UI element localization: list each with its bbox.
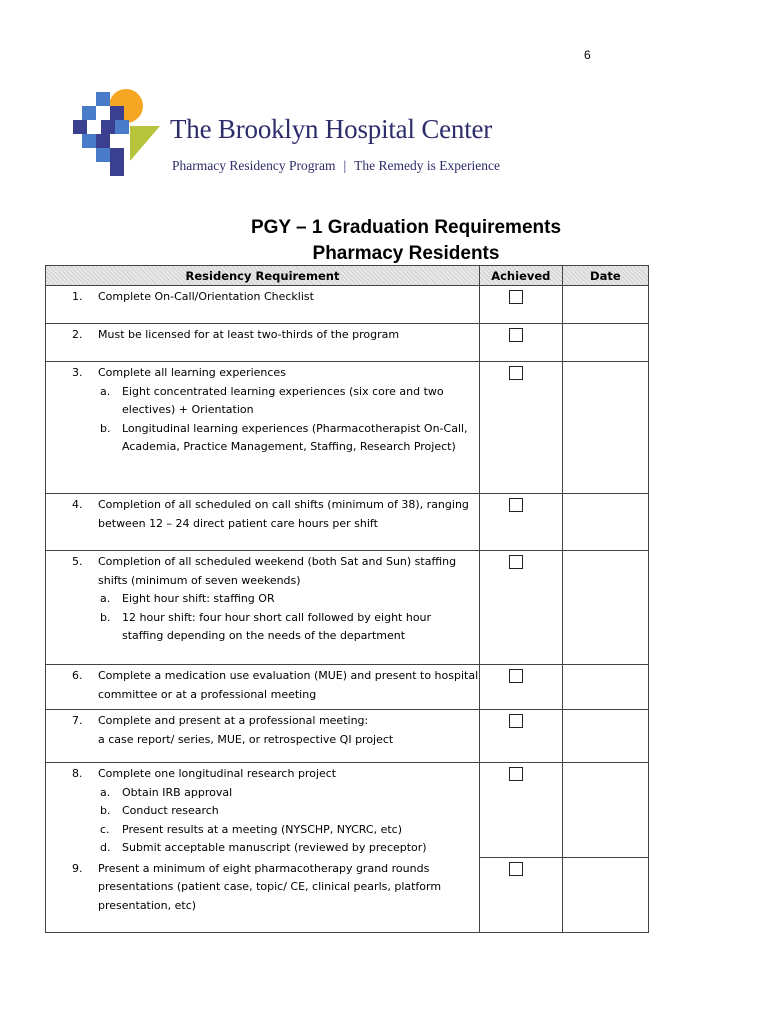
item-text: Complete all learning experiences (98, 366, 286, 379)
date-cell[interactable] (562, 362, 648, 494)
requirement-cell (46, 551, 480, 665)
achieved-cell (479, 858, 562, 933)
achieved-cell (479, 551, 562, 665)
achieved-cell (479, 710, 562, 763)
table-row (46, 286, 649, 324)
achieved-checkbox[interactable] (509, 767, 523, 781)
date-cell[interactable] (562, 324, 648, 362)
requirement-cell (46, 362, 480, 494)
achieved-cell (479, 494, 562, 551)
table-row (46, 665, 649, 710)
tagline-motto: The Remedy is Experience (354, 158, 500, 173)
sub-item-letter: a. (100, 785, 111, 799)
item-text: Complete On-Call/Orientation Checklist (98, 290, 314, 303)
header-date: Date (562, 266, 648, 286)
sub-item-letter: c. (100, 822, 110, 836)
item-number: 4. (72, 498, 83, 511)
table-row (46, 494, 649, 551)
item-number: 8. (72, 767, 83, 780)
achieved-cell (479, 362, 562, 494)
achieved-checkbox[interactable] (509, 328, 523, 342)
requirement-cell (46, 494, 480, 551)
requirement-cell (46, 665, 480, 710)
page-title: PGY – 1 Graduation Requirements (250, 217, 562, 238)
achieved-checkbox[interactable] (509, 555, 523, 569)
achieved-checkbox[interactable] (509, 862, 523, 876)
sub-item-text: Longitudinal learning experiences (Pharmacotherapist On-Call, Academia, Practice Management, Staffing, Research Project) (122, 421, 468, 453)
sub-item-text: Obtain IRB approval (122, 785, 233, 799)
item-text: Must be licensed for at least two-thirds of the program (98, 328, 400, 341)
sub-item-letter: b. (100, 610, 111, 624)
item-text: Complete one longitudinal research project (98, 767, 337, 780)
hospital-logo (70, 86, 510, 181)
sub-item-text: Eight hour shift: staffing OR (122, 592, 275, 605)
item-text: Complete a medication use evaluation (MUE) and present to hospital committee or at a professional meeting (98, 669, 479, 701)
sub-item-letter: d. (100, 841, 111, 854)
date-cell[interactable] (562, 710, 648, 763)
table-row (46, 710, 649, 763)
requirement-cell (46, 858, 480, 933)
tagline-separator: | (343, 158, 347, 173)
table-row (46, 362, 649, 494)
sub-item-text: 12 hour shift: four hour short call followed by eight hour staffing depending on the needs of the department (122, 610, 432, 642)
requirement-cell (46, 286, 480, 324)
table-row (46, 858, 649, 933)
sub-item-letter: b. (100, 421, 111, 435)
achieved-checkbox[interactable] (509, 669, 523, 683)
item-number: 5. (72, 555, 83, 568)
sub-item-letter: a. (100, 384, 111, 398)
table-header-row (46, 266, 649, 286)
hospital-cross-logo-icon (70, 86, 165, 181)
item-text: Completion of all scheduled on call shifts (minimum of 38), ranging between 12 – 24 direct patient care hours per shift (98, 498, 469, 530)
item-text-line2: a case report/ series, MUE, or retrospective QI project (98, 732, 394, 746)
hospital-name: The Brooklyn Hospital Center (170, 114, 493, 144)
achieved-cell (479, 286, 562, 324)
item-number: 1. (72, 290, 83, 303)
sub-item-letter: b. (100, 804, 111, 817)
tagline-program: Pharmacy Residency Program (172, 158, 336, 173)
achieved-cell (479, 763, 562, 858)
date-cell[interactable] (562, 494, 648, 551)
logo-tagline (172, 158, 500, 174)
item-number: 3. (72, 366, 83, 379)
achieved-checkbox[interactable] (509, 366, 523, 380)
achieved-checkbox[interactable] (509, 498, 523, 512)
achieved-cell (479, 324, 562, 362)
achieved-cell (479, 665, 562, 710)
page-number: 6 (584, 48, 591, 62)
table-row (46, 324, 649, 362)
item-text: Completion of all scheduled weekend (both Sat and Sun) staffing shifts (minimum of seven weekends) (98, 555, 457, 587)
page-subtitle: Pharmacy Residents (312, 243, 500, 264)
requirement-cell (46, 763, 480, 858)
requirements-table (45, 265, 649, 933)
table-row (46, 763, 649, 858)
item-text: Complete and present at a professional meeting: (98, 714, 369, 727)
sub-item-text: Submit acceptable manuscript (reviewed by preceptor) (122, 841, 427, 854)
date-cell[interactable] (562, 665, 648, 710)
requirement-cell (46, 710, 480, 763)
requirement-cell (46, 324, 480, 362)
table-row (46, 551, 649, 665)
item-number: 6. (72, 669, 83, 682)
sub-item-text: Conduct research (122, 804, 219, 817)
item-number: 2. (72, 328, 83, 341)
header-achieved: Achieved (479, 266, 562, 286)
item-number: 9. (72, 861, 83, 875)
header-requirement: Residency Requirement (46, 266, 480, 286)
sub-item-text: Eight concentrated learning experiences (six core and two electives) + Orientation (122, 384, 444, 416)
date-cell[interactable] (562, 858, 648, 933)
item-text: Present a minimum of eight pharmacotherapy grand rounds presentations (patient case, topic/ CE, clinical pearls, platform presentation, etc) (98, 861, 442, 912)
achieved-checkbox[interactable] (509, 714, 523, 728)
date-cell[interactable] (562, 286, 648, 324)
item-number: 7. (72, 714, 83, 727)
achieved-checkbox[interactable] (509, 290, 523, 304)
sub-item-letter: a. (100, 592, 111, 605)
date-cell[interactable] (562, 763, 648, 858)
sub-item-text: Present results at a meeting (NYSCHP, NYCRC, etc) (122, 822, 402, 836)
date-cell[interactable] (562, 551, 648, 665)
